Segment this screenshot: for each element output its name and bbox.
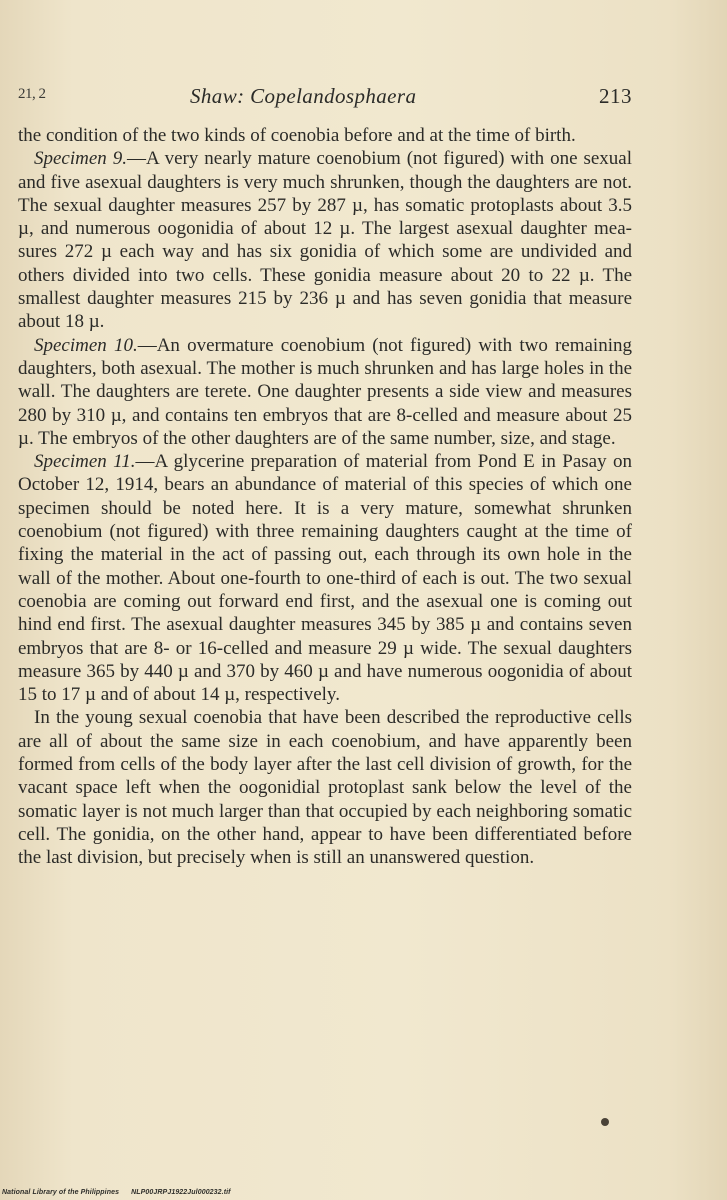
specimen-10-label: Specimen 10. [34, 334, 138, 356]
library-name: National Library of the Philippines [2, 1189, 120, 1196]
ink-spot [601, 1118, 609, 1126]
paragraph-specimen-10 [18, 334, 632, 450]
paragraph-specimen-9 [18, 147, 632, 333]
paragraph-continued: the condition of the two kinds of coenobia before and at the time of birth. [18, 125, 576, 146]
scan-footer [2, 1189, 231, 1196]
running-header [18, 84, 632, 112]
specimen-11-text: —A glycerine preparation of material from Pond E in Pasay on October 12, 1914, bears an abundance of material of this species of which one specimen should be noted here. It is a very mature, somewhat shrunken coenobium (not figured) with three remaining daughters caught at the time of fixing the material in the act of passing out, each through its own hole in the wall of the mother. About one-fourth to one-third of each is out. The two sexual coenobia are coming out forward end first, and the asexual one is coming out hind end first. The asexual daughter measures 345 by 385 µ and contains seven embryos that are 8- or 16-celled and measure 29 µ wide. The sexual daughters measure 365 by 440 µ and 370 by 460 µ and have numerous oogonidia of about 15 to 17 µ and of about 14 µ, respectively. [18, 451, 633, 706]
specimen-9-text: —A very nearly mature coenobium (not figured) with one sexual and five asexual daughters is very much shrunken, though the daughters are not. The sexual daughter measures 257 by 287 µ, has somatic protoplasts about 3.5 µ, and numerous oogonidia of about 12 µ. The largest asexual daughter measures 272 µ each way and has six gonidia of which some are undivided and others divided into two cells. These gonidia measure about 20 to 22 µ. The smallest daughter measures 215 by 236 µ and has seven gonidia that measure about 18 µ. [18, 148, 632, 333]
paragraph-discussion: In the young sexual coenobia that have been described the reproductive cells are all of about the same size in each coenobium, and have apparently been formed from cells of the body layer after the last cell division of growth, for the vacant space left when the oogonidial protoplast sank below the level of the somatic layer is not much larger than that occupied by each neighboring somatic cell. The gonidia, on the other hand, appear to have been differentiated before the last division, but precisely when is still an unanswered question. [18, 707, 632, 869]
paragraph-specimen-11 [18, 450, 632, 706]
running-title: Shaw: Copelandosphaera [190, 84, 417, 108]
specimen-11-label: Specimen 11. [34, 451, 136, 473]
specimen-10-text: —An overmature coenobium (not figured) with two remaining daughters, both asexual. The mother is much shrunken and has large holes in the wall. The daughters are terete. One daughter presents a side view and measures 280 by 310 µ, and contains ten embryos that are 8-celled and measure about 25 µ. The embryos of the other daughters are of the same number, size, and stage. [18, 334, 632, 449]
specimen-9-label: Specimen 9. [34, 148, 127, 170]
scan-file-id: NLP00JRPJ1922Jul000232.tif [131, 1189, 231, 1196]
volume-number: 21, 2 [18, 86, 46, 102]
body-text [18, 124, 632, 870]
page-number: 213 [599, 84, 632, 108]
